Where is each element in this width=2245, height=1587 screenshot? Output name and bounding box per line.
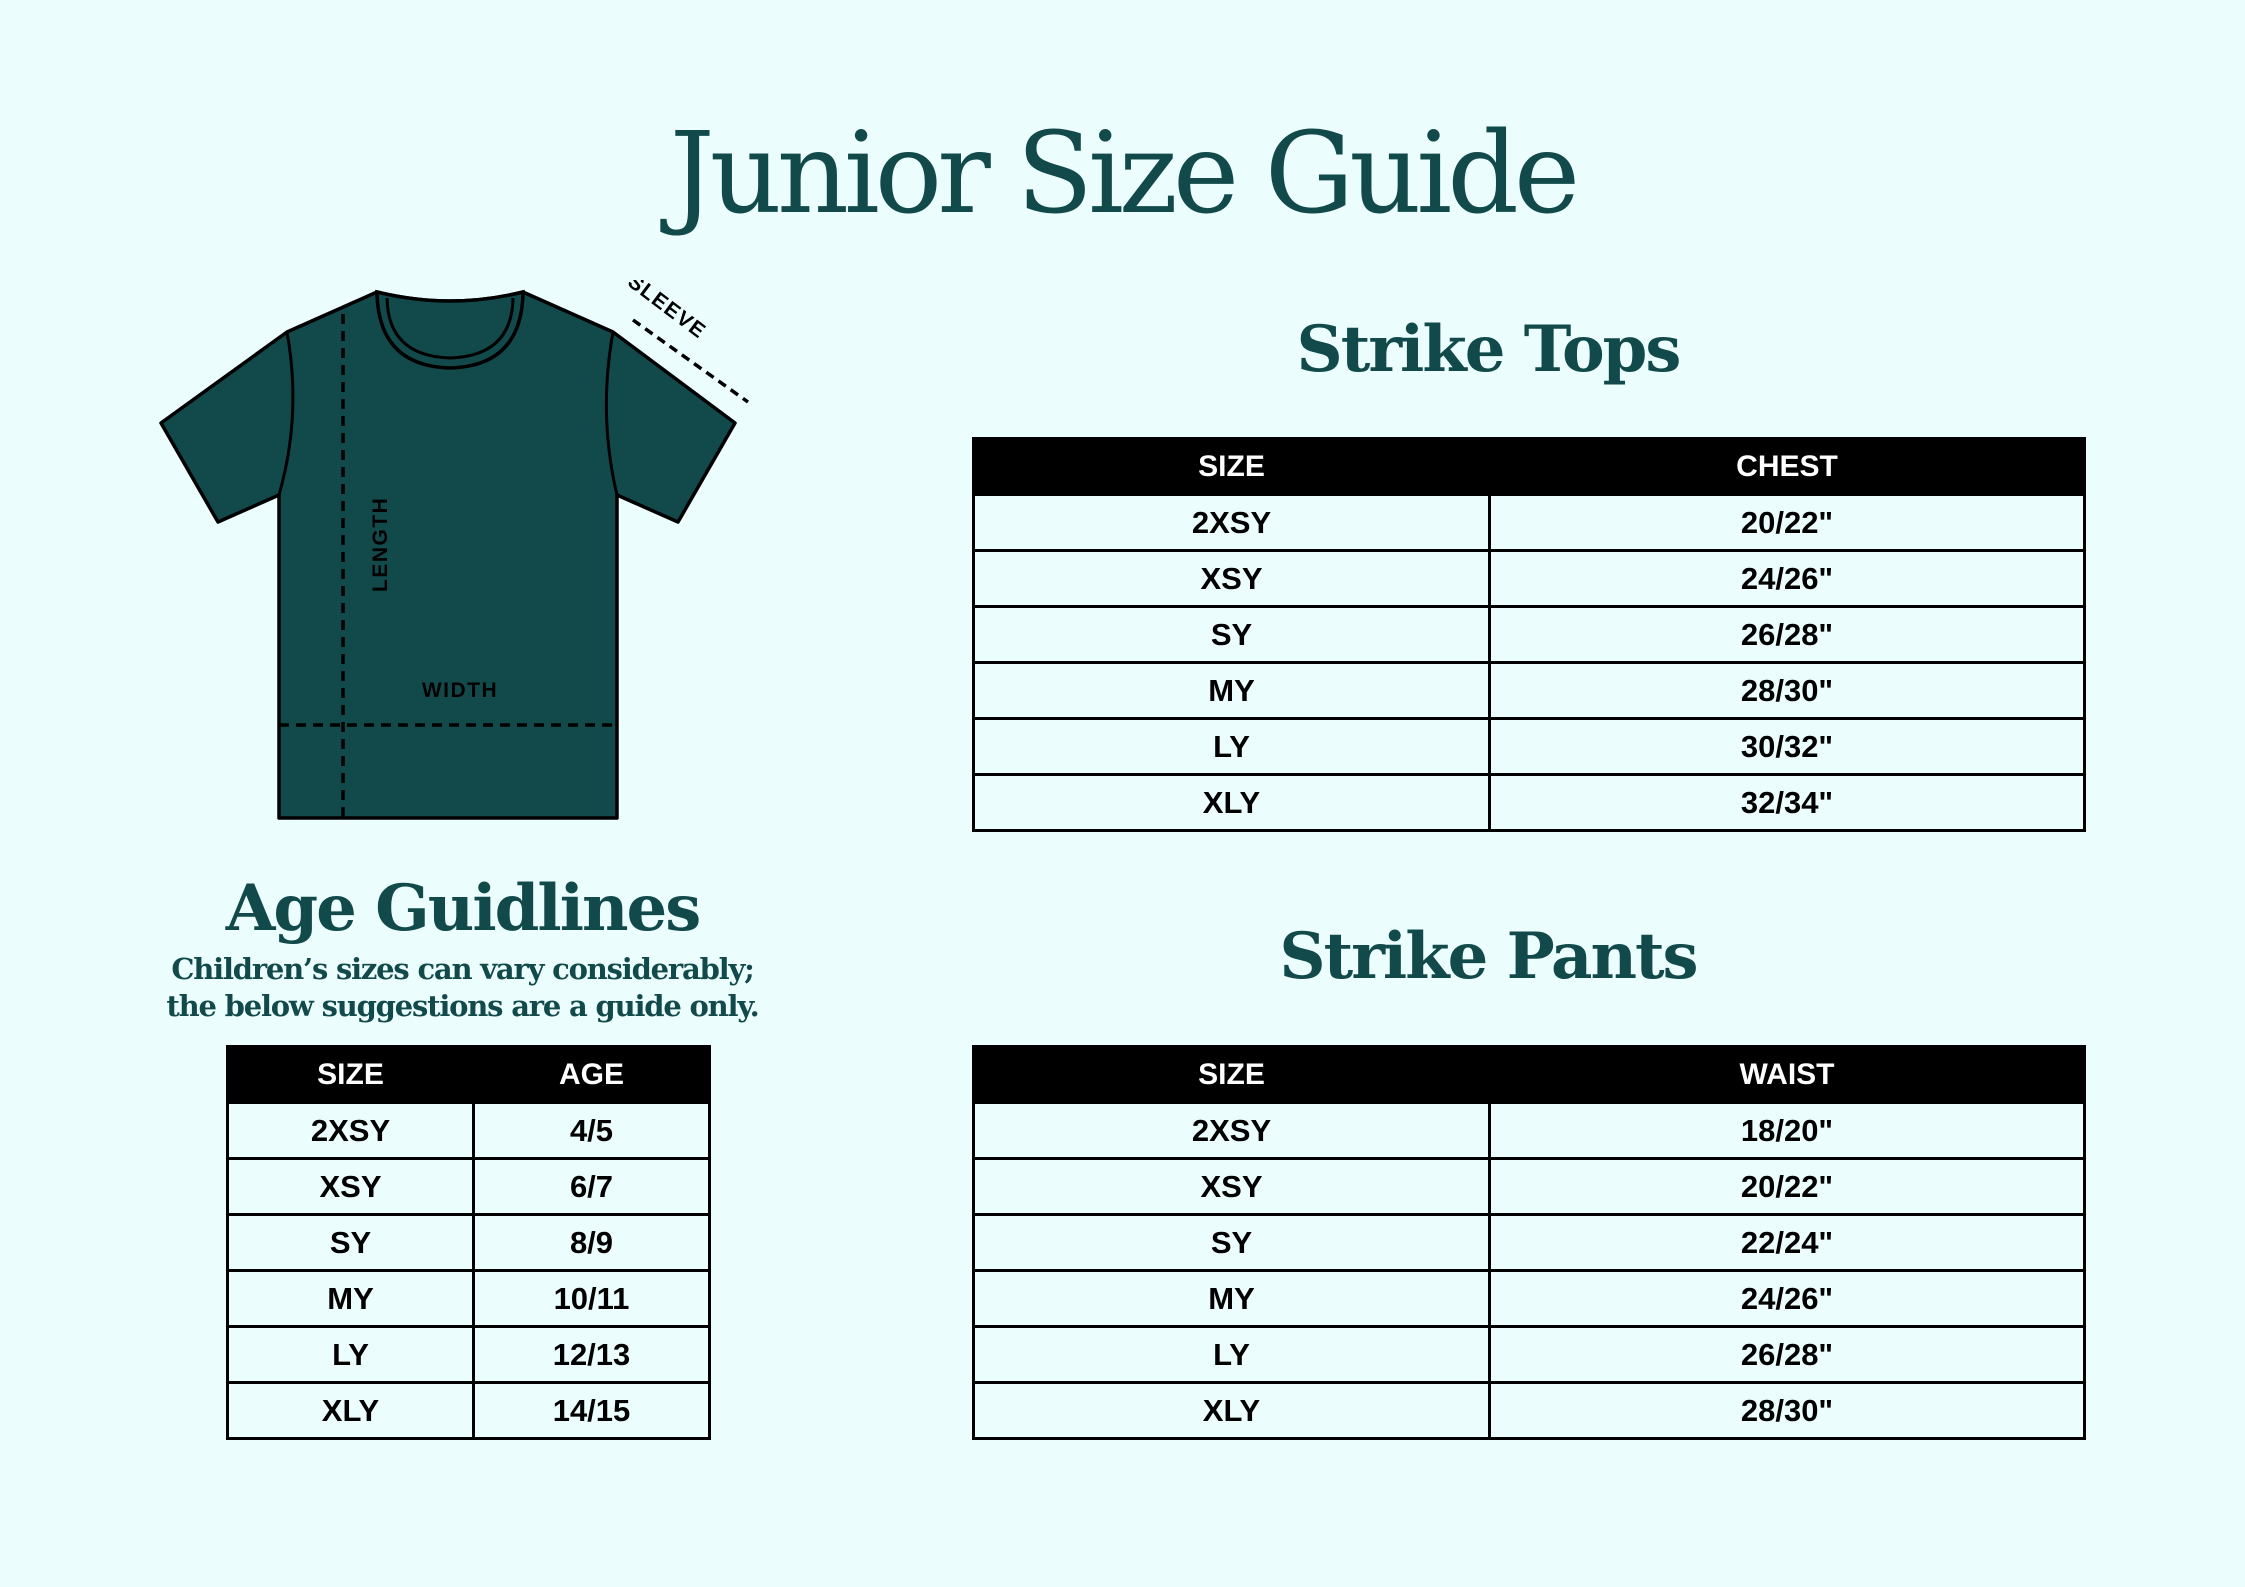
table-row [228, 1103, 710, 1159]
table-row [974, 1103, 2085, 1159]
table-row [228, 1215, 710, 1271]
table-row [228, 1271, 710, 1327]
size-cell: 2XSY [974, 495, 1490, 551]
tops-table [972, 437, 2086, 832]
table-row [974, 775, 2085, 831]
chest-cell: 28/30" [1490, 663, 2085, 719]
size-cell: XLY [974, 1383, 1490, 1439]
tshirt-icon [150, 280, 770, 820]
size-cell: LY [228, 1327, 474, 1383]
column-header: AGE [474, 1047, 710, 1103]
sleeve-label: SLEEVE [623, 280, 711, 344]
size-cell: XSY [228, 1159, 474, 1215]
table-row [974, 1383, 2085, 1439]
size-cell: XSY [974, 1159, 1490, 1215]
size-cell: SY [974, 607, 1490, 663]
size-cell: XSY [974, 551, 1490, 607]
table-header-row [974, 439, 2085, 495]
waist-cell: 24/26" [1490, 1271, 2085, 1327]
table-row [974, 719, 2085, 775]
age-heading: Age Guidlines [225, 871, 700, 946]
table-row [974, 1215, 2085, 1271]
length-label: LENGTH [369, 496, 392, 592]
chest-cell: 30/32" [1490, 719, 2085, 775]
tshirt-diagram [150, 280, 770, 820]
table-row [974, 663, 2085, 719]
tops-heading: Strike Tops [1296, 312, 1680, 387]
column-header: SIZE [228, 1047, 474, 1103]
age-note-line: the below suggestions are a guide only. [166, 989, 759, 1023]
table-row [974, 1159, 2085, 1215]
width-label: WIDTH [421, 679, 499, 702]
age-note [90, 951, 835, 1025]
size-cell: SY [228, 1215, 474, 1271]
size-cell: MY [974, 663, 1490, 719]
size-cell: 2XSY [228, 1103, 474, 1159]
column-header: SIZE [974, 1047, 1490, 1103]
age-cell: 14/15 [474, 1383, 710, 1439]
size-cell: XLY [974, 775, 1490, 831]
table-row [974, 1327, 2085, 1383]
age-cell: 10/11 [474, 1271, 710, 1327]
chest-cell: 20/22" [1490, 495, 2085, 551]
age-cell: 4/5 [474, 1103, 710, 1159]
waist-cell: 20/22" [1490, 1159, 2085, 1215]
column-header: SIZE [974, 439, 1490, 495]
column-header: WAIST [1490, 1047, 2085, 1103]
waist-cell: 28/30" [1490, 1383, 2085, 1439]
chest-cell: 26/28" [1490, 607, 2085, 663]
table-row [974, 1271, 2085, 1327]
page-title: Junior Size Guide [669, 109, 1576, 239]
age-cell: 8/9 [474, 1215, 710, 1271]
size-cell: XLY [228, 1383, 474, 1439]
waist-cell: 26/28" [1490, 1327, 2085, 1383]
pants-table [972, 1045, 2086, 1440]
age-table [226, 1045, 711, 1440]
table-row [974, 607, 2085, 663]
table-row [974, 551, 2085, 607]
table-row [228, 1383, 710, 1439]
age-cell: 6/7 [474, 1159, 710, 1215]
table-row [228, 1159, 710, 1215]
waist-cell: 18/20" [1490, 1103, 2085, 1159]
table-header-row [228, 1047, 710, 1103]
pants-heading: Strike Pants [1279, 919, 1697, 994]
waist-cell: 22/24" [1490, 1215, 2085, 1271]
size-cell: 2XSY [974, 1103, 1490, 1159]
column-header: CHEST [1490, 439, 2085, 495]
chest-cell: 32/34" [1490, 775, 2085, 831]
size-cell: MY [228, 1271, 474, 1327]
age-cell: 12/13 [474, 1327, 710, 1383]
table-row [228, 1327, 710, 1383]
table-header-row [974, 1047, 2085, 1103]
size-cell: MY [974, 1271, 1490, 1327]
size-cell: LY [974, 719, 1490, 775]
age-note-line: Children’s sizes can vary considerably; [171, 952, 754, 986]
chest-cell: 24/26" [1490, 551, 2085, 607]
size-cell: LY [974, 1327, 1490, 1383]
size-cell: SY [974, 1215, 1490, 1271]
table-row [974, 495, 2085, 551]
